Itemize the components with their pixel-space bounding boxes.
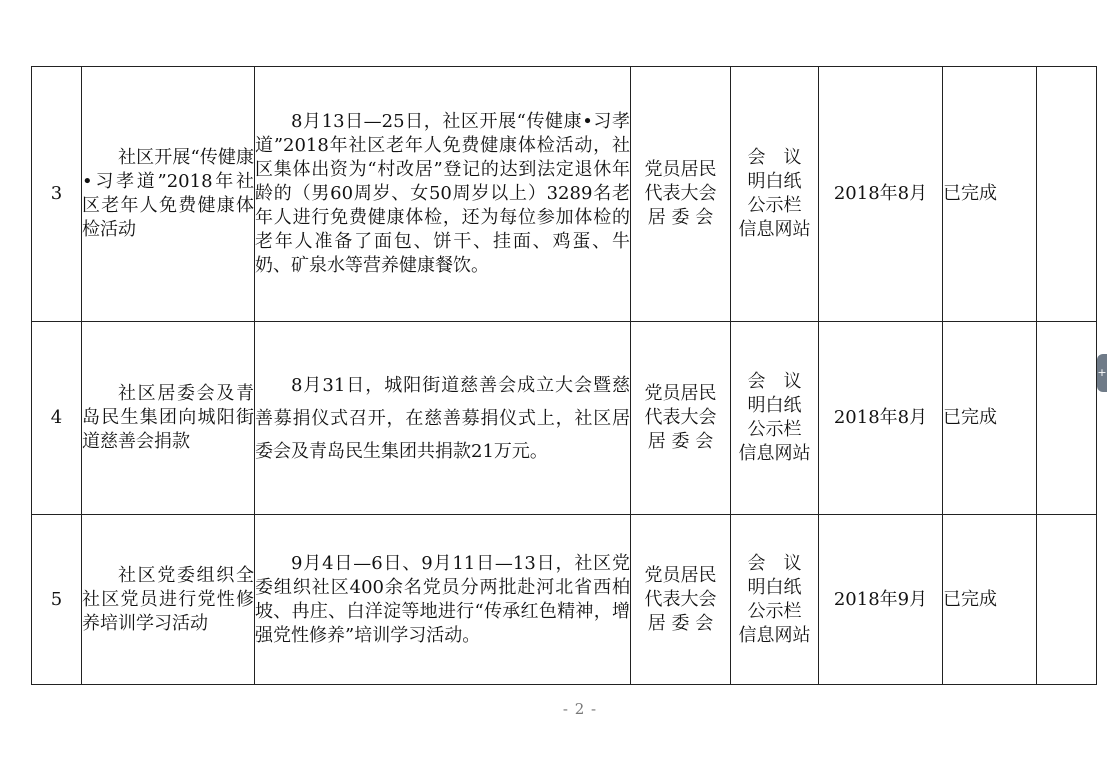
- channel-line: 会 议: [747, 552, 802, 574]
- empty-cell: [1037, 67, 1097, 322]
- organizer-line: 党员居民: [644, 159, 717, 180]
- row-number: 3: [32, 67, 82, 322]
- channel-line: 明白纸: [747, 171, 802, 192]
- organizer-cell: [631, 322, 731, 515]
- date-cell: 2018年9月: [819, 515, 943, 685]
- channel-line: 信息网站: [738, 219, 811, 240]
- channel-line: 会 议: [747, 147, 802, 168]
- item-title-cell: [82, 322, 255, 515]
- item-content-cell: [255, 67, 631, 322]
- organizer-line: 代表大会: [644, 588, 717, 610]
- channel-cell: [731, 322, 819, 515]
- table-row: [32, 67, 1097, 322]
- status-cell: 已完成: [943, 67, 1037, 322]
- page-number: - 2 -: [562, 700, 598, 718]
- organizer-line: 代表大会: [644, 407, 717, 428]
- date-cell: 2018年8月: [819, 67, 943, 322]
- item-title: 社区党委组织全社区党员进行党性修养培训学习活动: [82, 564, 254, 634]
- organizer-line: 居 委 会: [647, 207, 714, 228]
- row-number: 4: [32, 322, 82, 515]
- table-row: [32, 515, 1097, 685]
- item-content-cell: [255, 322, 631, 515]
- organizer-line: 党员居民: [644, 383, 717, 404]
- expand-side-tab[interactable]: [1097, 354, 1107, 392]
- status-cell: 已完成: [943, 515, 1037, 685]
- organizer-line: 代表大会: [644, 183, 717, 204]
- table-row: [32, 322, 1097, 515]
- item-content: 8月31日，城阳街道慈善会成立大会暨慈善募捐仪式召开，在慈善募捐仪式上，社区居委会及青岛民生集团共捐款21万元。: [255, 374, 630, 462]
- channel-line: 会 议: [747, 371, 802, 392]
- channel-line: 公示栏: [747, 419, 802, 440]
- organizer-cell: [631, 67, 731, 322]
- organizer-line: 居 委 会: [647, 612, 714, 634]
- organizer-cell: [631, 515, 731, 685]
- item-title-cell: [82, 515, 255, 685]
- item-title: 社区开展“传健康•习孝道”2018年社区老年人免费健康体检活动: [82, 147, 254, 240]
- channel-line: 公示栏: [747, 195, 802, 216]
- channel-line: 信息网站: [738, 443, 811, 464]
- item-title-cell: [82, 67, 255, 322]
- channel-cell: [731, 67, 819, 322]
- channel-line: 明白纸: [747, 395, 802, 416]
- item-content-cell: [255, 515, 631, 685]
- row-number: 5: [32, 515, 82, 685]
- empty-cell: [1037, 322, 1097, 515]
- document-table: [31, 66, 1097, 685]
- channel-line: 公示栏: [747, 600, 802, 622]
- empty-cell: [1037, 515, 1097, 685]
- organizer-line: 居 委 会: [647, 431, 714, 452]
- date-cell: 2018年8月: [819, 322, 943, 515]
- organizer-line: 党员居民: [644, 564, 717, 586]
- channel-line: 明白纸: [747, 576, 802, 598]
- channel-line: 信息网站: [738, 624, 811, 646]
- item-content: 9月4日—6日、9月11日—13日，社区党委组织社区400余名党员分两批赴河北省西柏坡、冉庄、白洋淀等地进行“传承红色精神，增强党性修养”培训学习活动。: [255, 552, 630, 646]
- item-title: 社区居委会及青岛民生集团向城阳街道慈善会捐款: [82, 383, 254, 452]
- item-content: 8月13日—25日，社区开展“传健康•习孝道”2018年社区老年人免费健康体检活动，社区集体出资为“村改居”登记的达到法定退休年龄的（男60周岁、女50周岁以上）3289名老年人进行免费健康体检，还为每位参加体检的老年人准备了面包、饼干、挂面、鸡蛋、牛奶、矿泉水等营养健康餐饮。: [255, 111, 630, 276]
- channel-cell: [731, 515, 819, 685]
- status-cell: 已完成: [943, 322, 1037, 515]
- plus-icon: +: [1097, 366, 1107, 379]
